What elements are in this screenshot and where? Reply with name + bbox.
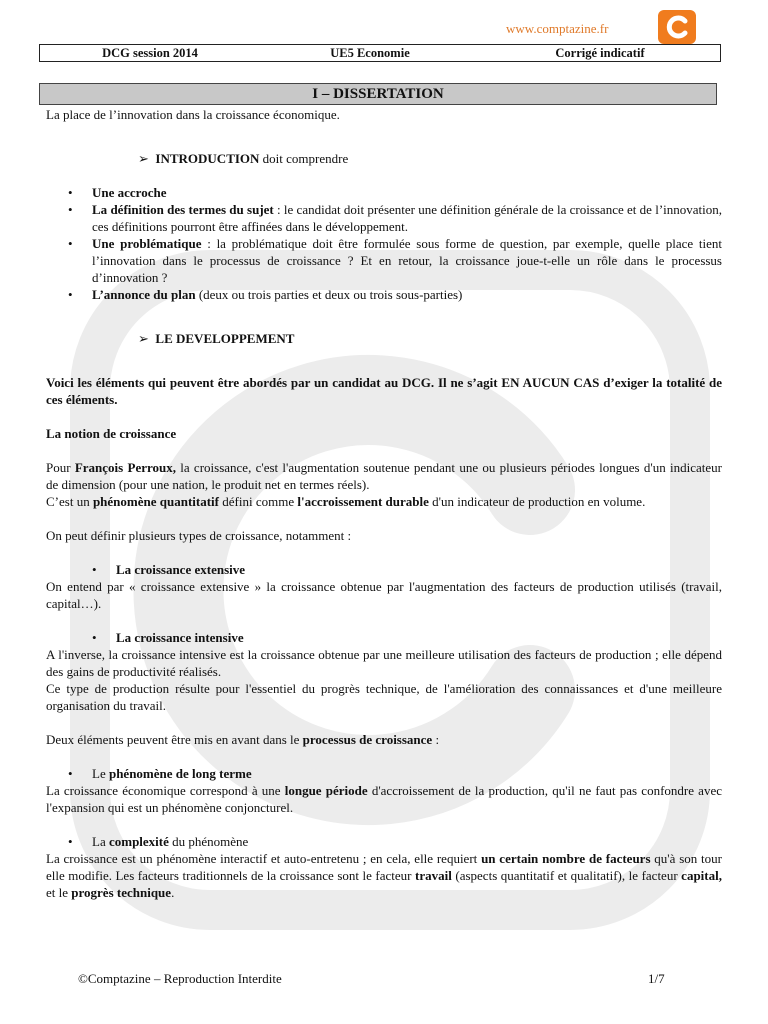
subject-label: UE5 Economie	[330, 46, 410, 60]
intro-heading	[138, 150, 722, 167]
page-number: 1/7	[648, 971, 665, 986]
document-body	[46, 106, 722, 901]
notion-heading: La notion de croissance	[46, 426, 177, 441]
comptazine-logo-icon	[658, 10, 696, 44]
arrow-right-icon: ➢	[138, 151, 149, 166]
bullet-icon: •	[68, 834, 73, 849]
topic-line: La place de l’innovation dans la croissance économique.	[46, 107, 340, 122]
development-heading-bold: LE DEVELOPPEMENT	[155, 331, 295, 346]
list-item: • Une accroche	[68, 185, 167, 200]
bullet-icon: •	[68, 766, 73, 781]
list-item: • L’annonce du plan (deux ou trois parties et deux ou trois sous-parties)	[68, 287, 463, 302]
list-item: • La croissance intensive	[92, 630, 244, 645]
complexity-paragraph: La croissance est un phénomène interactif et auto-entretenu ; en cela, elle requiert un certain nombre de facteurs qu'à son tour elle modifie. Les facteurs traditionnels de la croissance sont le facteur travail (aspects quantitatif et qualitatif), le facteur capital, et le progrès technique.	[46, 851, 722, 900]
intro-heading-bold: INTRODUCTION	[155, 151, 260, 166]
arrow-right-icon: ➢	[138, 331, 149, 346]
session-label: DCG session 2014	[102, 46, 198, 60]
list-item: • La croissance extensive	[92, 562, 246, 577]
development-heading	[138, 330, 722, 347]
bullet-icon: •	[92, 630, 97, 645]
extensive-paragraph: On entend par « croissance extensive » la croissance obtenue par l'augmentation des facteurs de production utilisés (travail, capital…).	[46, 579, 722, 611]
correction-label: Corrigé indicatif	[555, 46, 645, 60]
bullet-icon: •	[68, 287, 73, 302]
process-intro: Deux éléments peuvent être mis en avant dans le processus de croissance :	[46, 732, 440, 747]
intensive-paragraph: A l'inverse, la croissance intensive est la croissance obtenue par une meilleure utilisation des facteurs de production ; elle dépend des gains de productivité réalisés.	[46, 647, 722, 679]
intro-list	[46, 184, 722, 303]
website-link[interactable]: www.comptazine.fr	[506, 21, 609, 36]
section-title: I – DISSERTATION	[39, 83, 717, 105]
bullet-icon: •	[92, 562, 97, 577]
list-item: • La complexité du phénomène	[68, 834, 249, 849]
bullet-icon: •	[68, 202, 73, 217]
bullet-icon: •	[68, 185, 73, 200]
footer-copyright: ©Comptazine – Reproduction Interdite	[78, 971, 282, 986]
intro-heading-rest: doit comprendre	[259, 151, 349, 166]
list-item: • Une problématique : la problématique doit être formulée sous forme de question, par exemple, quelle place tient l’innovation dans le processus de croissance ? Et en retour, la croissance joue-t-elle un rôle dans le processus d’innovation ?	[68, 236, 722, 285]
perroux-paragraph: Pour François Perroux, la croissance, c'est l'augmentation soutenue pendant une ou plusieurs périodes longues d'un indicateur de dimension (pour une nation, le produit net en termes réels).	[46, 460, 722, 492]
list-item: • La définition des termes du sujet : le candidat doit présenter une définition générale de la croissance et de l’innovation, ces définitions pourront être affinées dans le développement.	[68, 202, 723, 234]
warning-paragraph: Voici les éléments qui peuvent être abordés par un candidat au DCG. Il ne s’agit EN AUCUN CAS d’exiger la totalité de ces éléments.	[46, 375, 722, 407]
list-item: • Le phénomène de long terme	[68, 766, 252, 781]
types-intro: On peut définir plusieurs types de croissance, notamment :	[46, 528, 352, 543]
header-table	[39, 44, 721, 62]
intensive-paragraph-2: Ce type de production résulte pour l'essentiel du progrès technique, de l'amélioration des connaissances et d'une meilleure organisation du travail.	[46, 681, 722, 713]
long-term-paragraph: La croissance économique correspond à une longue période d'accroissement de la production, qu'il ne faut pas confondre avec l'expansion qui est un phénomène conjoncturel.	[46, 783, 722, 815]
quantitative-paragraph: C’est un phénomène quantitatif défini comme l'accroissement durable d'un indicateur de production en volume.	[46, 494, 646, 509]
bullet-icon: •	[68, 236, 73, 251]
